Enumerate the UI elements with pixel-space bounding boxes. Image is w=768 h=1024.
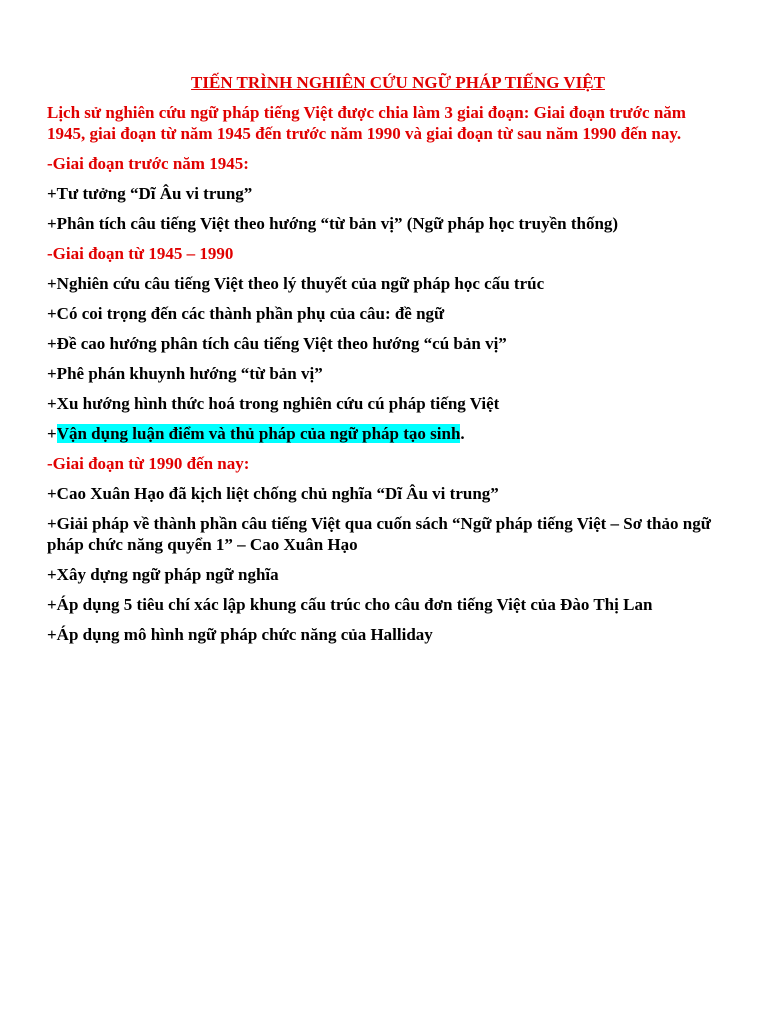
list-item: +Phân tích câu tiếng Việt theo hướng “từ bản vị” (Ngữ pháp học truyền thống) [47,214,619,233]
highlighted-list-item [47,423,727,444]
list-item: +Giải pháp về thành phần câu tiếng Việt qua cuốn sách “Ngữ pháp tiếng Việt – Sơ thảo ngữ pháp chức năng quyển 1” – Cao Xuân Hạo [47,514,711,554]
list-item: +Có coi trọng đến các thành phần phụ của câu: đề ngữ [47,304,445,323]
page-title: TIẾN TRÌNH NGHIÊN CỨU NGỮ PHÁP TIẾNG VIỆT [191,73,605,92]
list-item-prefix: + [47,424,57,443]
section-heading-1990-now: -Giai đoạn từ 1990 đến nay: [47,454,250,473]
document-page [47,72,727,654]
list-item: +Phê phán khuynh hướng “từ bản vị” [47,364,323,383]
section-heading-before-1945: -Giai đoạn trước năm 1945: [47,154,249,173]
list-item: +Nghiên cứu câu tiếng Việt theo lý thuyết của ngữ pháp học cấu trúc [47,274,545,293]
list-item: +Áp dụng 5 tiêu chí xác lập khung cấu trúc cho câu đơn tiếng Việt của Đào Thị Lan [47,595,653,614]
list-item: +Xây dựng ngữ pháp ngữ nghĩa [47,565,279,584]
section-heading-1945-1990: -Giai đoạn từ 1945 – 1990 [47,244,234,263]
list-item: +Xu hướng hình thức hoá trong nghiên cứu cú pháp tiếng Việt [47,394,500,413]
list-item-suffix: . [460,424,465,443]
list-item: +Áp dụng mô hình ngữ pháp chức năng của Halliday [47,625,433,644]
intro-paragraph: Lịch sử nghiên cứu ngữ pháp tiếng Việt được chia làm 3 giai đoạn: Giai đoạn trước năm 1945, giai đoạn từ năm 1945 đến trước năm 1990 và giai đoạn từ sau năm 1990 đến nay. [47,103,686,143]
highlighted-text: Vận dụng luận điểm và thủ pháp của ngữ pháp tạo sinh [56,424,461,443]
list-item: +Cao Xuân Hạo đã kịch liệt chống chủ nghĩa “Dĩ Âu vi trung” [47,484,499,503]
list-item: +Đề cao hướng phân tích câu tiếng Việt theo hướng “cú bản vị” [47,334,507,353]
list-item: +Tư tưởng “Dĩ Âu vi trung” [47,184,253,203]
